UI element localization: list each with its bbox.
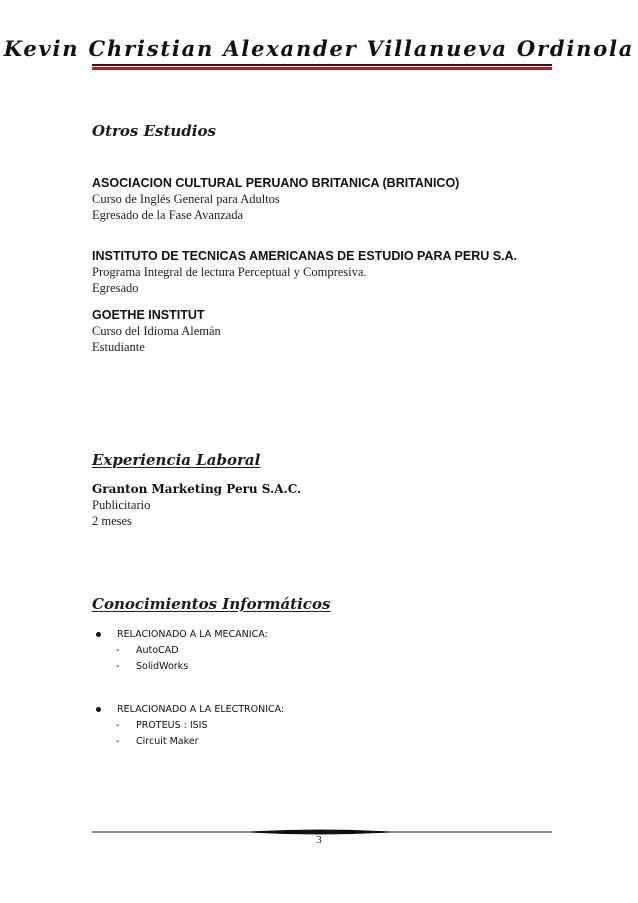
skills-group-electronica	[92, 701, 492, 749]
study-entry-goethe	[92, 307, 572, 355]
dash-icon: -	[116, 719, 120, 731]
experience-entry-granton	[92, 481, 572, 529]
study-entry-ita	[92, 248, 572, 296]
experience-line: 2 meses	[92, 514, 132, 528]
study-line: Egresado	[92, 281, 139, 295]
sub-list-item	[92, 733, 492, 749]
skills-group-label: RELACIONADO A LA MECANICA:	[117, 628, 268, 640]
bullet-item	[92, 626, 492, 642]
study-line: Egresado de la Fase Avanzada	[92, 208, 244, 222]
section-title-conocimientos: Conocimientos Informáticos	[92, 595, 331, 613]
study-line: Estudiante	[92, 340, 145, 354]
bullet-icon	[96, 632, 101, 637]
section-title-otros-estudios: Otros Estudios	[92, 122, 216, 140]
skill-name: SolidWorks	[136, 660, 189, 672]
skills-group-label: RELACIONADO A LA ELECTRONICA:	[117, 703, 285, 715]
dash-icon: -	[116, 735, 120, 747]
header-rule-dark	[92, 64, 552, 66]
sub-list-item	[92, 717, 492, 733]
experience-line: Publicitario	[92, 498, 151, 512]
bullet-icon	[96, 707, 101, 712]
skill-name: AutoCAD	[136, 644, 179, 656]
section-title-experiencia-laboral: Experiencia Laboral	[92, 451, 261, 469]
study-institution: INSTITUTO DE TECNICAS AMERICANAS DE ESTUDIO PARA PERU S.A.	[92, 249, 518, 263]
header-rule-red	[92, 67, 552, 70]
header-name: Kevin Christian Alexander Villanueva Ordinola	[3, 36, 635, 61]
study-line: Curso del Idioma Alemán	[92, 324, 221, 338]
skill-name: PROTEUS : ISIS	[136, 719, 208, 731]
study-institution: ASOCIACION CULTURAL PERUANO BRITANICA (BRITANICO)	[92, 176, 460, 190]
study-institution: GOETHE INSTITUT	[92, 308, 205, 322]
study-line: Curso de Inglés General para Adultos	[92, 192, 280, 206]
skills-group-mecanica	[92, 626, 492, 674]
skill-name: Circuit Maker	[136, 735, 199, 747]
sub-list-item	[92, 658, 492, 674]
bullet-item	[92, 701, 492, 717]
study-entry-britanico	[92, 175, 572, 223]
page-number: 3	[316, 834, 322, 846]
study-line: Programa Integral de lectura Perceptual y Compresiva.	[92, 265, 367, 279]
sub-list-item	[92, 642, 492, 658]
dash-icon: -	[116, 660, 120, 672]
experience-company: Granton Marketing Peru S.A.C.	[92, 482, 302, 496]
dash-icon: -	[116, 644, 120, 656]
